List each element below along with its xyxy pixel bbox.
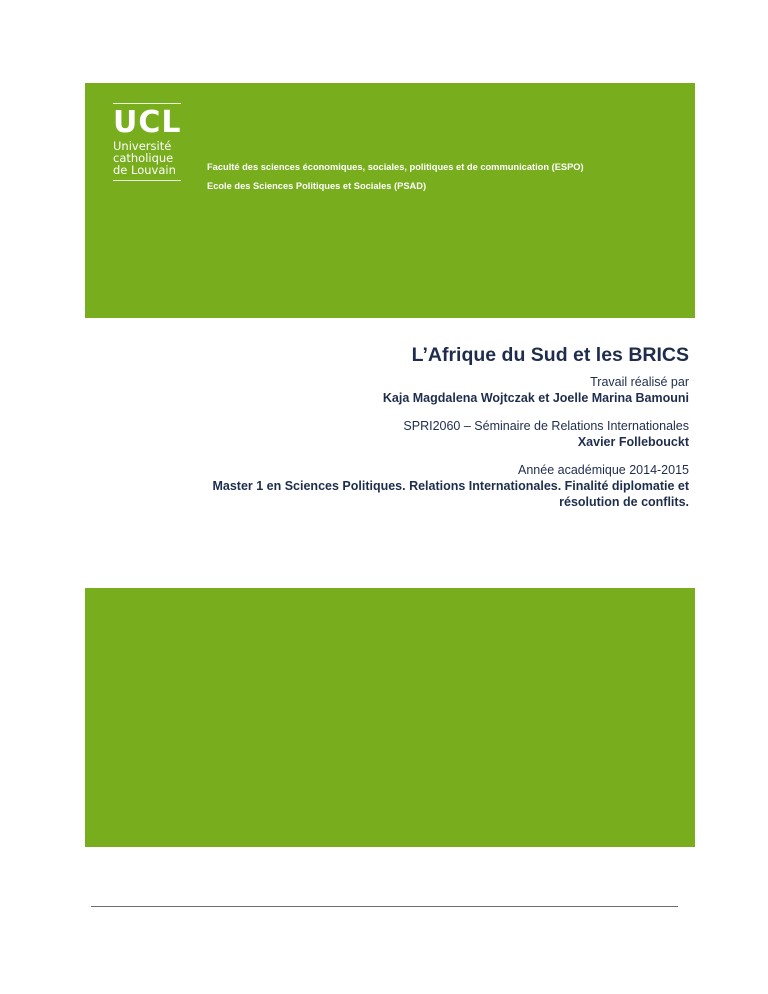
title-block: [212, 342, 689, 510]
footer-banner: [85, 588, 695, 847]
authors: Kaja Magdalena Wojtczak et Joelle Marina Bamouni: [382, 391, 689, 405]
faculty-name: Faculté des sciences économiques, sociales, politiques et de communication (ESPO): [207, 162, 584, 172]
academic-year: Année académique 2014-2015: [518, 463, 689, 477]
faculty-block: [207, 158, 584, 196]
logo-acronym: UCL: [113, 105, 182, 140]
logo-bottom-rule: [113, 180, 181, 181]
logo-line-3: de Louvain: [113, 163, 176, 177]
logo-top-rule: [113, 103, 181, 104]
document-title: L’Afrique du Sud et les BRICS: [411, 344, 689, 366]
professor-name: Xavier Follebouckt: [577, 435, 689, 449]
ucl-logo: [113, 103, 183, 181]
logo-university-name: [113, 140, 183, 176]
footer-divider: [91, 906, 678, 907]
header-banner: [85, 83, 695, 318]
course-name: SPRI2060 – Séminaire de Relations Internationales: [403, 419, 689, 433]
logo-line-2: catholique: [113, 151, 174, 165]
school-name: Ecole des Sciences Politiques et Sociales (PSAD): [207, 181, 427, 191]
program-line-1: Master 1 en Sciences Politiques. Relations Internationales. Finalité diplomatie et: [212, 479, 689, 493]
prepared-by-label: Travail réalisé par: [590, 375, 689, 389]
program-line-2: résolution de conflits.: [559, 495, 689, 509]
logo-line-1: Université: [113, 139, 172, 153]
